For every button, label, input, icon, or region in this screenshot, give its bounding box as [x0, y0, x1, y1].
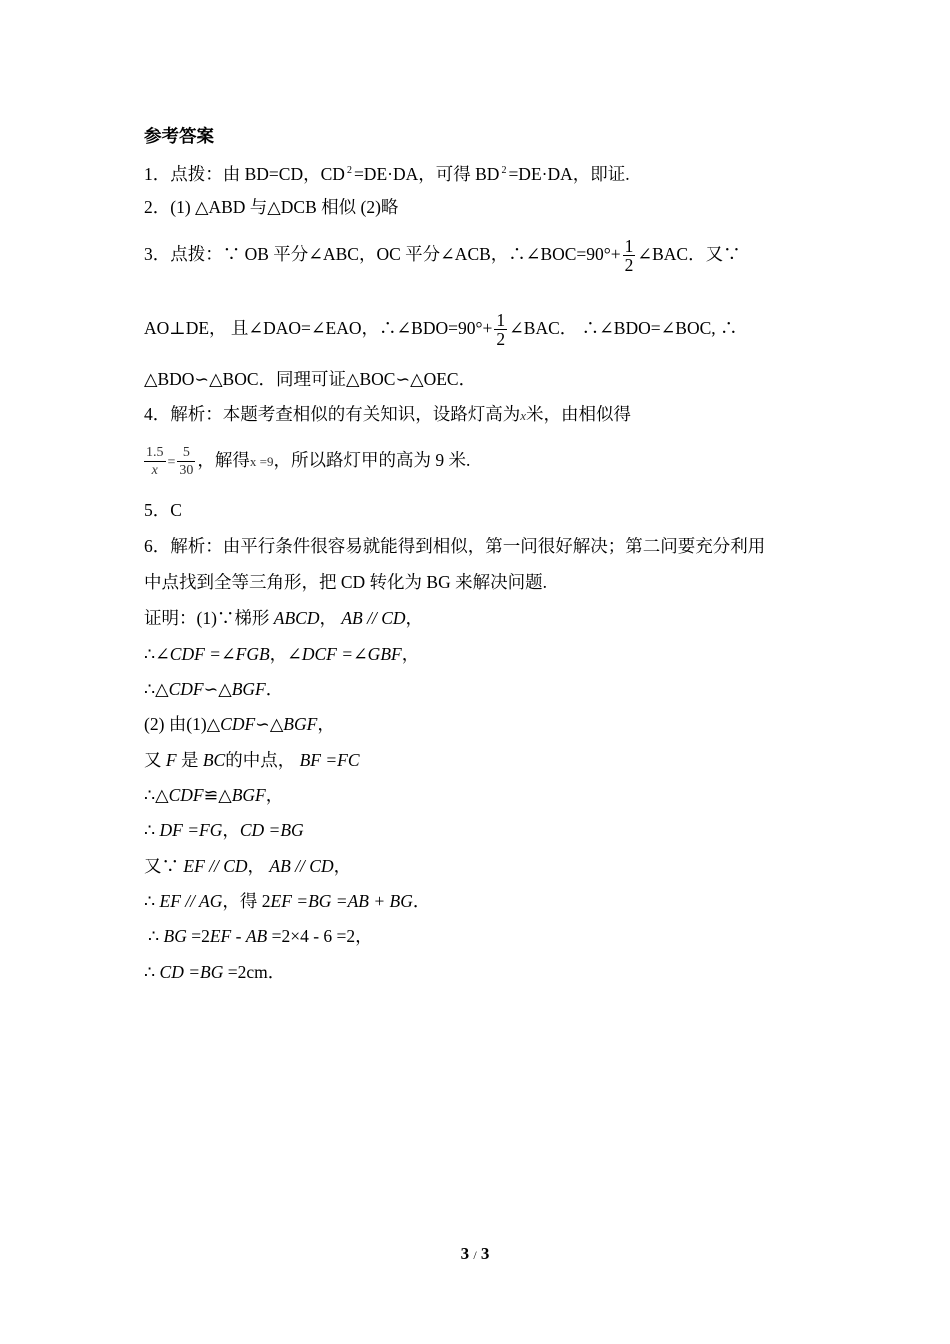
- answer-3-text-a: 3．点拨：∵ OB 平分∠ABC，OC 平分∠ACB，∴∠BOC=90°+: [144, 244, 621, 264]
- math: BF =FC: [299, 750, 360, 770]
- text: ∴: [144, 644, 156, 664]
- text: 证明：(1)∵梯形: [144, 608, 270, 628]
- math: CD =BG: [159, 962, 224, 982]
- text: ，: [222, 820, 240, 840]
- text: =2×4 - 6 =2，: [271, 926, 373, 946]
- text: ∴: [144, 891, 156, 911]
- proof-line-7: [144, 819, 304, 841]
- math: ∠CDF =∠FGB: [155, 644, 270, 664]
- answer-3-line-2: [144, 306, 738, 350]
- fraction-one-half-2: [494, 311, 507, 348]
- math: DF =FG: [159, 820, 223, 840]
- answer-3-text-c: AO⊥DE， 且∠DAO=∠EAO，∴∠BDO=90°+: [144, 318, 493, 338]
- math: F: [165, 750, 177, 770]
- answer-heading: 参考答案: [144, 126, 214, 146]
- fraction-numerator: 1.5: [146, 445, 164, 461]
- text: 又∵: [144, 856, 179, 876]
- text: 的中点，: [225, 750, 296, 770]
- proof-line-10: [148, 925, 373, 947]
- math: CD =BG: [239, 820, 304, 840]
- math: BC: [202, 750, 226, 770]
- text: ，: [319, 608, 337, 628]
- fraction-1-5-over-x: [144, 444, 166, 479]
- math: BGF: [231, 679, 266, 699]
- text: ．: [412, 891, 431, 911]
- fraction-one-half: [623, 237, 636, 274]
- math: ∠DCF =∠GBF: [287, 644, 402, 664]
- math: EF // AG: [159, 891, 223, 911]
- text: =2cm．: [227, 962, 286, 982]
- math: EF // CD: [183, 856, 248, 876]
- fraction-denominator: 2: [496, 329, 506, 350]
- math: AB // CD: [269, 856, 334, 876]
- proof-line-4: [144, 713, 335, 735]
- text: (2) 由(1)△: [144, 714, 221, 734]
- answer-6-line-2: 中点找到全等三角形，把 CD 转化为 BG 来解决问题.: [144, 572, 547, 592]
- total-pages: 3: [480, 1244, 490, 1263]
- text: ∴△: [144, 785, 169, 805]
- text: -: [235, 926, 242, 946]
- equals-sign: =: [167, 455, 176, 470]
- answer-4-line-2: [144, 440, 470, 483]
- answer-1-superscript-b: 2: [501, 165, 507, 176]
- text: 是: [180, 750, 199, 770]
- answer-1-superscript-a: 2: [346, 165, 352, 176]
- fraction-numerator: 5: [177, 444, 195, 462]
- math: EF: [209, 926, 232, 946]
- text: ，得 2: [222, 891, 271, 911]
- answer-2: 2．(1) △ABD 与△DCB 相似 (2)略: [144, 197, 399, 217]
- answer-3-text-b: ∠BAC．又∵: [637, 244, 741, 264]
- answer-1-text-a: 1．点拨：由 BD=CD，CD: [144, 164, 345, 184]
- text: ∴: [144, 820, 156, 840]
- text: ，: [317, 714, 335, 734]
- text: ∽△: [203, 679, 232, 699]
- proof-line-11: [144, 961, 285, 983]
- solution-x-equals-9: x =9: [249, 454, 274, 469]
- answer-4-text-b: 米，由相似得: [526, 404, 632, 424]
- fraction-denominator: 2: [624, 255, 634, 276]
- math: EF =BG =AB + BG: [270, 891, 413, 911]
- fraction-denominator: 30: [179, 463, 194, 479]
- text: 又: [144, 750, 162, 770]
- text: ，: [333, 856, 352, 876]
- text: ∴△: [144, 679, 169, 699]
- answer-6-line-1: 6．解析：由平行条件很容易就能得到相似，第一问很好解决；第二问要充分利用: [144, 536, 766, 556]
- answer-1-text-b: =DE·DA，可得 BD: [353, 164, 500, 184]
- proof-line-8: [144, 855, 351, 877]
- math: ABCD: [273, 608, 320, 628]
- math: BGF: [231, 785, 266, 805]
- math: AB // CD: [341, 608, 406, 628]
- math: BG: [163, 926, 187, 946]
- text: ．: [265, 679, 284, 699]
- fraction-numerator: 1: [496, 310, 506, 331]
- proof-line-6: [144, 784, 283, 806]
- answer-4-text-d: ，所以路灯甲的高为 9 米.: [273, 450, 471, 470]
- answer-4-text-c: ，解得: [197, 450, 250, 470]
- math: AB: [245, 926, 268, 946]
- answer-4-text-a: 4．解析：本题考查相似的有关知识，设路灯高为: [144, 404, 521, 424]
- proof-line-9: [144, 890, 430, 912]
- text: ∴: [144, 962, 156, 982]
- page-number: [0, 1244, 950, 1264]
- answer-3-line-1: [144, 232, 741, 276]
- answer-5: 5．C: [144, 500, 182, 520]
- fraction-5-over-30: [177, 444, 195, 479]
- math: CDF: [168, 679, 204, 699]
- math: BGF: [283, 714, 318, 734]
- text: ，: [265, 785, 284, 805]
- proof-line-3: [144, 678, 283, 700]
- text: ∴: [148, 926, 160, 946]
- math: CDF: [168, 785, 204, 805]
- page-separator: /: [473, 1248, 477, 1262]
- math: CDF: [220, 714, 256, 734]
- fraction-denominator: x: [151, 463, 158, 479]
- fraction-numerator: 1: [624, 236, 634, 257]
- proof-line-1: [144, 607, 423, 629]
- answer-4-line-1: [144, 403, 631, 427]
- answer-3-line-3: △BDO∽△BOC．同理可证△BOC∽△OEC．: [144, 369, 477, 389]
- text: =2: [191, 926, 210, 946]
- current-page: 3: [460, 1244, 470, 1263]
- variable-x: x: [520, 408, 527, 423]
- proof-line-2: [144, 643, 419, 665]
- proof-line-5: [144, 749, 360, 771]
- text: ，: [405, 608, 424, 628]
- answer-3-text-d: ∠BAC． ∴∠BDO=∠BOC, ∴: [509, 318, 738, 338]
- text: ，: [247, 856, 266, 876]
- text: ，: [269, 644, 288, 664]
- text: ∽△: [255, 714, 284, 734]
- answer-1: [144, 160, 630, 185]
- text: ≌△: [203, 785, 232, 805]
- text: ，: [401, 644, 420, 664]
- answer-1-text-c: =DE·DA，即证.: [508, 164, 630, 184]
